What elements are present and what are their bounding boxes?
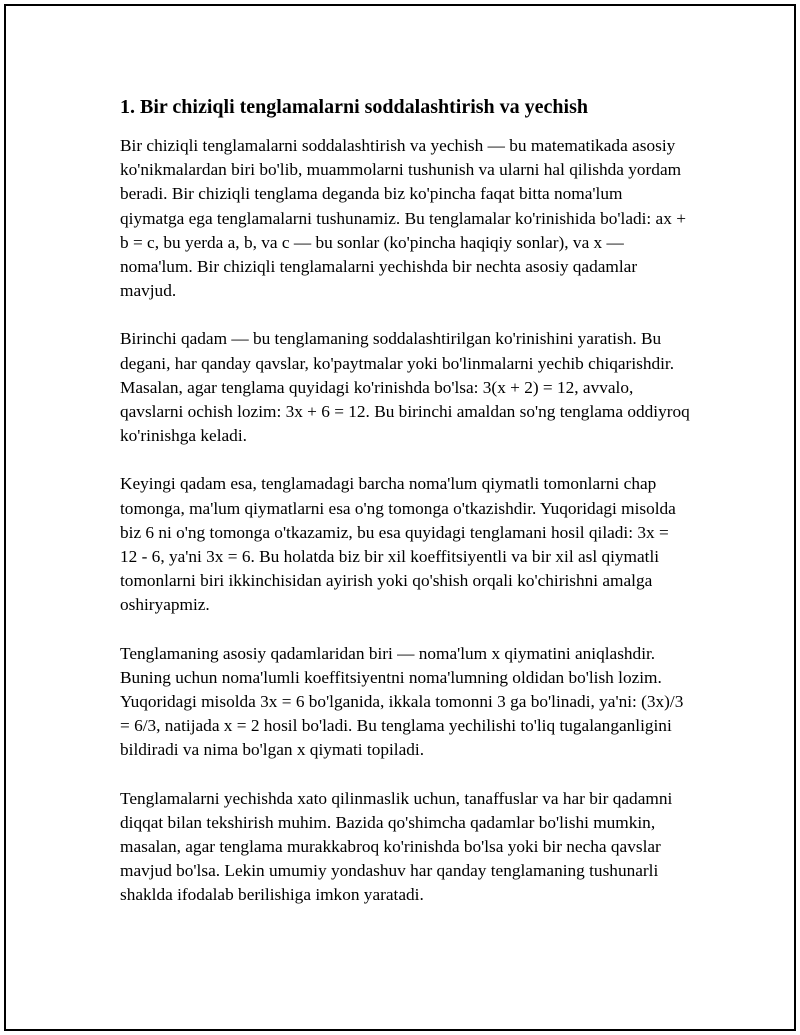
document-content — [120, 94, 690, 932]
document-page — [4, 4, 796, 1031]
paragraph-1: Bir chiziqli tenglamalarni soddalashtirish va yechish — bu matematikada asosiy ko'nikmalardan biri bo'lib, muammolarni tushunish va ularni hal qilishda yordam beradi. Bir chiziqli tenglama deganda biz ko'pincha faqat bitta noma'lum qiymatga ega tenglamalarni tushunamiz. Bu tenglamalar ko'rinishida bo'ladi: ax + b = c, bu yerda a, b, va c — bu sonlar (ko'pincha haqiqiy sonlar), va x — noma'lum. Bir chiziqli tenglamalarni yechishda bir nechta asosiy qadamlar mavjud. — [120, 136, 686, 301]
section-heading: 1. Bir chiziqli tenglamalarni soddalashtirish va yechish — [120, 96, 589, 118]
paragraph-5: Tenglamalarni yechishda xato qilinmaslik uchun, tanaffuslar va har bir qadamni diqqat bilan tekshirish muhim. Bazida qo'shimcha qadamlar bo'lishi mumkin, masalan, agar tenglama murakkabroq ko'rinishda bo'lsa yoki bir necha qavslar mavjud bo'lsa. Lekin umumiy yondashuv har qanday tenglamaning tushunarli shaklda ifodalab berilishiga imkon yaratadi. — [120, 788, 673, 905]
paragraph-4: Tenglamaning asosiy qadamlaridan biri — noma'lum x qiymatini aniqlashdir. Buning uchun noma'lumli koeffitsiyentni noma'lumning oldidan bo'lish lozim. Yuqoridagi misolda 3x = 6 bo'lganida, ikkala tomonni 3 ga bo'linadi, ya'ni: (3x)/3 = 6/3, natijada x = 2 hosil bo'ladi. Bu tenglama yechilishi to'liq tugalanganligini bildiradi va nima bo'lgan x qiymati topiladi. — [120, 643, 684, 760]
paragraph-3: Keyingi qadam esa, tenglamadagi barcha noma'lum qiymatli tomonlarni chap tomonga, ma'lum qiymatlarni esa o'ng tomonga o'tkazishdir. Yuqoridagi misolda biz 6 ni o'ng tomonga o'tkazamiz, bu esa quyidagi tenglamani hosil qiladi: 3x = 12 - 6, ya'ni 3x = 6. Bu holatda biz bir xil koeffitsiyentli va bir xil asl qiymatli tomonlarni biri ikkinchisidan ayirish yoki qo'shish orqali ko'chirishni amalga oshiryapmiz. — [120, 474, 676, 615]
paragraph-2: Birinchi qadam — bu tenglamaning soddalashtirilgan ko'rinishini yaratish. Bu degani, har qanday qavslar, ko'paytmalar yoki bo'linmalarni yechib chiqarishdir. Masalan, agar tenglama quyidagi ko'rinishda bo'lsa: 3(x + 2) = 12, avvalo, qavslarni ochish lozim: 3x + 6 = 12. Bu birinchi amaldan so'ng tenglama oddiyroq ko'rinishga keladi. — [120, 329, 690, 446]
